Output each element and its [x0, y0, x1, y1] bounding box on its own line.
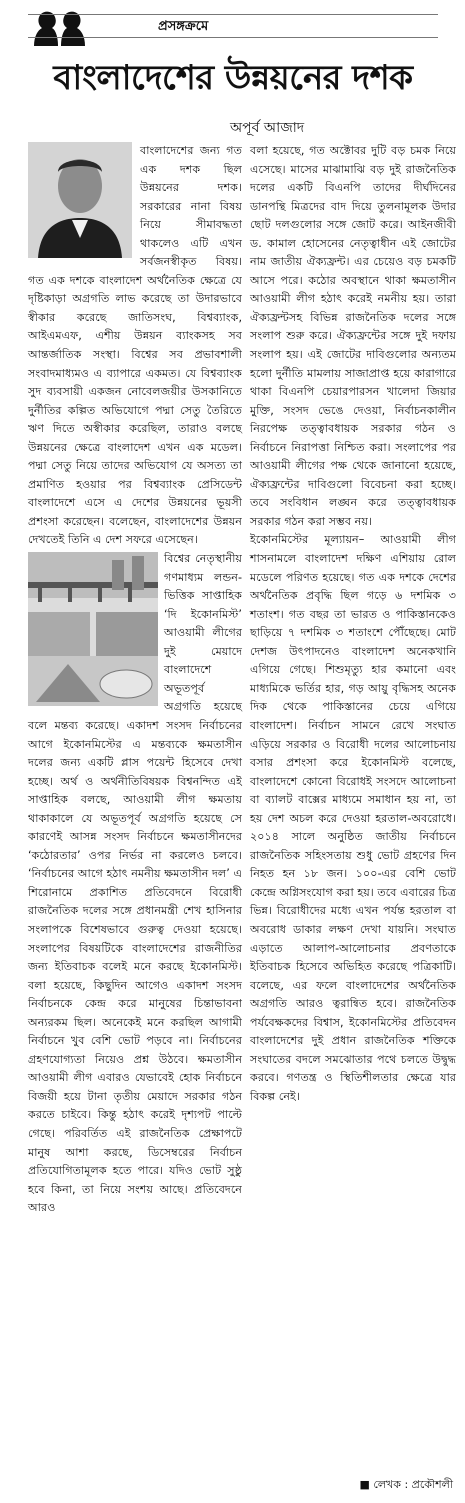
section-header	[28, 14, 438, 38]
article-author: অপূর্ব আজাদ	[230, 120, 305, 136]
infrastructure-photo	[28, 552, 158, 706]
right-paragraph: ইকোনমিস্টের মূল্যায়ন– আওয়ামী লীগ শাসনামলে বাংলাদেশ দক্ষিণ এশিয়ায় রোল মডেলে পরিণত হয়েছে। গত এক দশকে দেশের অর্থনৈতিক প্রবৃদ্ধি ছিল গড়ে ৬ দশমিক ৩ শতাংশ। গত বছর তা ভারত ও পাকিস্তানকেও ছাড়িয়ে ৭ দশমিক ৩ শতাংশে পৌঁছেছে। মোট দেশজ উৎপাদনেও বাংলাদেশ অনেকখানি এগিয়ে গেছে। শিশুমৃত্যু হার কমানো এবং মাধ্যমিকে ভর্তির হার, গড় আয়ু বৃদ্ধিসহ অনেক দিক থেকে পাকিস্তানের চেয়ে এগিয়ে বাংলাদেশ। নির্বাচন সামনে রেখে সংঘাত এড়িয়ে সরকার ও বিরোধী দলের আলোচনায় বসার প্রশংসা করে ইকোনমিস্ট বলেছে, বাংলাদেশে কোনো বিরোধই সংসদে আলোচনা বা ব্যালট বাক্সের মাধ্যমে সমাধান হয় না, তা হয় দেশ অচল করে দেওয়া হরতাল-অবরোধে। ২০১৪ সালে অনুষ্ঠিত জাতীয় নির্বাচনে রাজনৈতিক সহিংসতায় শুধু ভোট গ্রহণের দিন নিহত হন ১৮ জন। ১০০-এর বেশি ভোট কেন্দ্রে অগ্নিসংযোগ করা হয়। তবে এবারের চিত্র ভিন্ন। বিরোধীদের মধ্যে এখন পর্যন্ত হরতাল বা অবরোধ ডাকার লক্ষণ দেখা যায়নি। সংঘাত এড়াতে আলাপ-আলোচনার প্রবণতাকে ইতিবাচক হিসেবে অভিহিত করেছে পত্রিকাটি। বলেছে, এর ফলে বাংলাদেশের অর্থনৈতিক অগ্রগতি আরও ত্বরান্বিত হবে। রাজনৈতিক পর্যবেক্ষকদের বিশ্বাস, ইকোনমিস্টের প্রতিবেদন বাংলাদেশের দুই প্রধান রাজনৈতিক শক্তিকে সংঘাতের বদলে সমঝোতার পথে চলতে উদ্বুদ্ধ করবে। গণতন্ত্র ও স্থিতিশীলতার ক্ষেত্রে যার বিকল্প নেই।	[250, 533, 456, 1103]
left-column	[28, 142, 242, 1218]
bridge-image-icon	[28, 552, 158, 706]
left-paragraph: বিশ্বের নেতৃস্থানীয় গণমাধ্যম লন্ডন-ভিত্তিক সাপ্তাহিক ‘দি ইকোনমিস্ট’ আওয়ামী লীগের দুই মেয়াদে বাংলাদেশে অভূতপূর্ব অগ্রগতি হয়েছে বলে মন্তব্য করেছে। একাদশ সংসদ নির্বাচনের আগে ইকোনমিস্টের এ মন্তব্যকে ক্ষমতাসীন দলের জন্য একটি প্লাস পয়েন্ট হিসেবে দেখা হচ্ছে। অর্থ ও অর্থনীতিবিষয়ক বিশ্বনন্দিত এই সাপ্তাহিক বলছে, আওয়ামী লীগ ক্ষমতায় থাকাকালে যে অভূতপূর্ব অগ্রগতি হয়েছে সে কারণেই আসন্ন সংসদ নির্বাচনে ক্ষমতাসীনদের ‘কঠোরতার’ ওপর নির্ভর না করলেও চলবে। ‘নির্বাচনের আগে হঠাৎ নমনীয় ক্ষমতাসীন দল’ এ শিরোনামে প্রকাশিত প্রতিবেদনে বিরোধী রাজনৈতিক দলের সঙ্গে প্রধানমন্ত্রী শেখ হাসিনার সংলাপকে বিশেষভাবে গুরুত্ব দেওয়া হয়েছে। সংলাপের বিষয়টিকে বাংলাদেশের রাজনীতির জন্য ইতিবাচক বলেই মনে করছে ইকোনমিস্ট। বলা হয়েছে, কিছুদিন আগেও একাদশ সংসদ নির্বাচনকে কেন্দ্র করে মানুষের চিন্তাভাবনা অন্যরকম ছিল। অনেকেই মনে করছিল আগামী নির্বাচনে খুব বেশি ভোট পড়বে না। নির্বাচনের গ্রহণযোগ্যতা নিয়েও প্রশ্ন উঠবে। ক্ষমতাসীন আওয়ামী লীগ এবারও যেভাবেই হোক নির্বাচনে বিজয়ী হয়ে টানা তৃতীয় মেয়াদে সরকার গঠন করতে চাইবে। কিন্তু হঠাৎ করেই দৃশ্যপট পাল্টে গেছে। পরিবর্তিত এই রাজনৈতিক প্রেক্ষাপটে মানুষ আশা করছে, ডিসেম্বরের নির্বাচন প্রতিযোগিতামূলক হতে পারে। যদিও ভোট সুষ্ঠু হবে কিনা, তা নিয়ে সংশয় আছে। প্রতিবেদনে আরও	[28, 552, 242, 1215]
left-paragraph: বাংলাদেশের জন্য গত এক দশক ছিল উন্নয়নের দশক। সরকারের নানা বিষয় নিয়ে সীমাবদ্ধতা থাকলেও এটি এখন সর্বজনস্বীকৃত বিষয়। গত এক দশকে বাংলাদেশ অর্থনৈতিক ক্ষেত্রে যে দৃষ্টিকাড়া অগ্রগতি লাভ করেছে তা উদারভাবে স্বীকার করেছে জাতিসংঘ, বিশ্বব্যাংক, আইএমএফ, এশীয় উন্নয়ন ব্যাংকসহ সব আন্তর্জাতিক সংস্থা। বিশ্বের সব প্রভাবশালী সংবাদমাধ্যমও এ ব্যাপারে একমত। যে বিশ্বব্যাংক সুদ ব্যবসায়ী একজন নোবেলজয়ীর উসকানিতে দুর্নীতির কল্পিত অভিযোগে পদ্মা সেতু তৈরিতে ঋণ দিতে অস্বীকার করেছিল, তারাও বলছে উন্নয়নের ক্ষেত্রে বাংলাদেশ এখন এক মডেল। পদ্মা সেতু নিয়ে তাদের অভিযোগ যে অসত্য তা প্রমাণিত হওয়ার পর বিশ্বব্যাংক প্রেসিডেন্ট বাংলাদেশে এসে এ দেশের উন্নয়নের ভূয়সী প্রশংসা করেছেন। বলেছেন, বাংলাদেশের উন্নয়ন দেখতেই তিনি এ দেশ সফরে এসেছেন।	[28, 144, 242, 547]
person-silhouette-icon	[28, 142, 132, 258]
right-column	[250, 142, 456, 1106]
right-paragraph: বলা হয়েছে, গত অক্টোবর দুটি বড় চমক নিয়ে এসেছে। মাসের মাঝামাঝি বড় দুই রাজনৈতিক দলের একটি বিএনপি তাদের দীর্ঘদিনের ডানপন্থি মিত্রদের বাদ দিয়ে তুলনামূলক উদার ছোট দলগুলোর সঙ্গে জোট করে। আইনজীবী ড. কামাল হোসেনের নেতৃত্বাধীন এই জোটের নাম জাতীয় ঐক্যফ্রন্ট। এর চেয়েও বড় চমকটি আসে পরে। কঠোর অবস্থানে থাকা ক্ষমতাসীন আওয়ামী লীগ হঠাৎ করেই নমনীয় হয়। তারা ঐক্যফ্রন্টসহ বিভিন্ন রাজনৈতিক দলের সঙ্গে সংলাপ শুরু করে। ঐক্যফ্রন্টের সঙ্গে দুই দফায় সংলাপ হয়। এই জোটের দাবিগুলোর অন্যতম হলো দুর্নীতি মামলায় সাজাপ্রাপ্ত হয়ে কারাগারে থাকা বিএনপি চেয়ারপারসন খালেদা জিয়ার মুক্তি, সংসদ ভেঙে দেওয়া, নির্বাচনকালীন নিরপেক্ষ তত্ত্বাবধায়ক সরকার গঠন ও নির্বাচনে নিরাপত্তা নিশ্চিত করা। সংলাপের পর আওয়ামী লীগের পক্ষ থেকে জানানো হয়েছে, ঐক্যফ্রন্টের দাবিগুলো বিবেচনা করা হচ্ছে। তবে সংবিধান লঙ্ঘন করে তত্ত্বাবধায়ক সরকার গঠন করা সম্ভব নয়।	[250, 144, 456, 528]
byline: ■ লেখক : প্রকৌশলী	[359, 1478, 453, 1491]
author-photo	[28, 142, 132, 258]
article-title: বাংলাদেশের উন্নয়নের দশক	[53, 58, 413, 98]
section-label: প্রসঙ্গক্রমে	[158, 19, 209, 34]
